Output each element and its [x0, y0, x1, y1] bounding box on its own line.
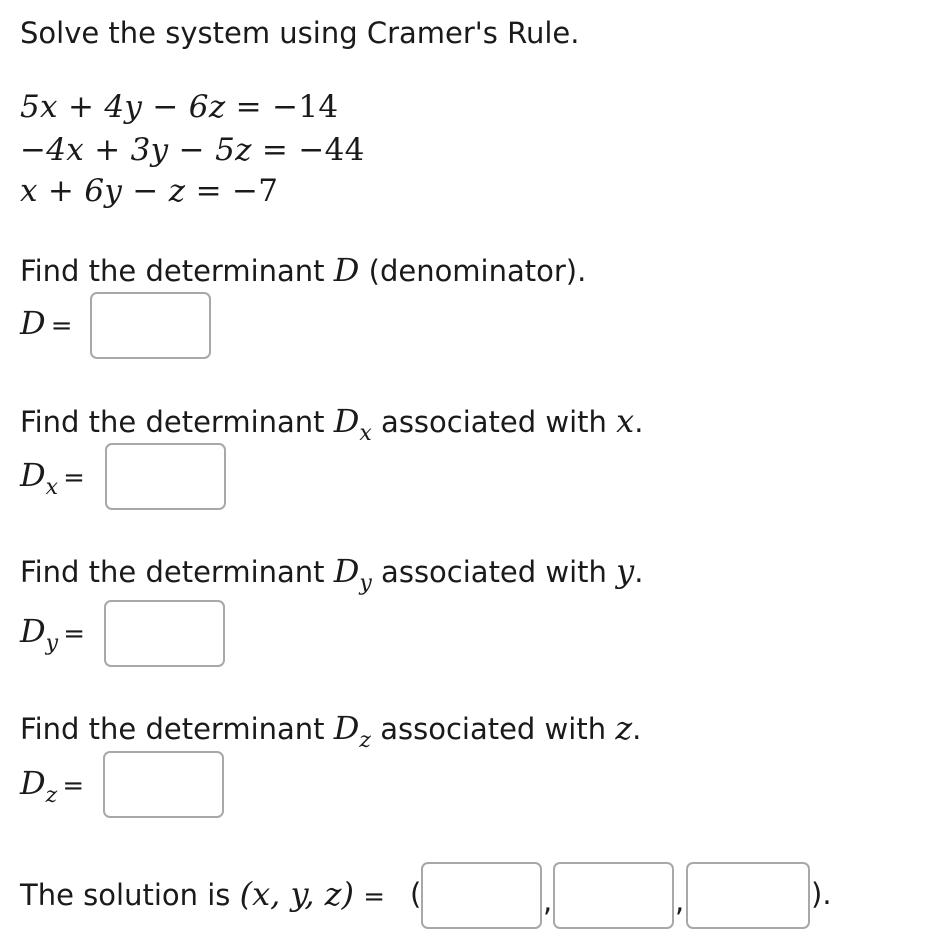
- dz-label-var: D: [20, 764, 46, 802]
- question-dy-sub: y: [359, 571, 372, 596]
- dx-label-var: D: [20, 456, 46, 494]
- equation-3-rhs: −7: [232, 173, 279, 209]
- question-dz-var: D: [333, 709, 360, 747]
- question-dy-var: D: [333, 552, 360, 590]
- question-dz-middle: associated with: [371, 712, 616, 746]
- question-dz-prefix: Find the determinant: [20, 712, 334, 746]
- question-d-prompt: [20, 252, 586, 289]
- question-dy-prefix: Find the determinant: [20, 555, 334, 589]
- equation-2-lhs: −4x + 3y − 5z: [20, 132, 252, 168]
- question-dy-end: .: [634, 555, 644, 589]
- solution-tuple: (x, y, z): [239, 875, 354, 913]
- dz-label: [20, 764, 85, 808]
- equation-3: [20, 173, 279, 209]
- d-label-var: D: [20, 304, 46, 342]
- equation-1: [20, 89, 339, 125]
- equation-2: [20, 132, 365, 168]
- dy-label: [20, 612, 85, 656]
- question-dy-with-var: y: [616, 552, 635, 590]
- problem-title: Solve the system using Cramer's Rule.: [20, 16, 580, 50]
- d-label: [20, 305, 73, 341]
- question-dx-with-var: x: [616, 402, 635, 440]
- dz-answer-input[interactable]: [103, 751, 224, 818]
- z-answer-input[interactable]: [686, 862, 810, 929]
- question-dx-prompt: [20, 403, 643, 444]
- question-d-suffix: (denominator).: [359, 254, 587, 288]
- question-dx-end: .: [634, 405, 644, 439]
- equation-1-lhs: 5x + 4y − 6z: [20, 89, 226, 125]
- dz-label-equals: =: [62, 771, 85, 801]
- equation-1-rhs: −14: [272, 89, 339, 125]
- solution-comma-2: ,: [675, 884, 685, 918]
- solution-prompt: [20, 876, 385, 915]
- question-dy-middle: associated with: [371, 555, 617, 589]
- dx-label-equals: =: [63, 463, 85, 493]
- dx-label-sub: x: [45, 475, 59, 500]
- question-dx-sub: x: [359, 421, 372, 446]
- solution-close: ).: [811, 877, 832, 911]
- question-dx-middle: associated with: [371, 405, 617, 439]
- question-dz-sub: z: [359, 728, 371, 753]
- question-dy-prompt: [20, 553, 643, 594]
- dy-label-var: D: [20, 612, 46, 650]
- dz-label-sub: z: [45, 783, 58, 808]
- y-answer-input[interactable]: [553, 862, 674, 929]
- d-answer-input[interactable]: [90, 292, 211, 359]
- dx-label: [20, 456, 85, 500]
- question-d-prefix: Find the determinant: [20, 254, 334, 288]
- equation-3-equals: =: [195, 173, 222, 209]
- d-label-equals: =: [50, 311, 73, 341]
- equation-2-equals: =: [261, 132, 289, 168]
- solution-comma-1: ,: [543, 884, 553, 918]
- solution-open-paren: (: [410, 877, 422, 911]
- equation-3-lhs: x + 6y − z: [20, 173, 186, 209]
- solution-prefix: The solution is: [20, 878, 240, 912]
- solution-equals: =: [363, 882, 386, 912]
- question-d-var: D: [333, 251, 360, 289]
- dy-label-equals: =: [63, 619, 85, 649]
- x-answer-input[interactable]: [421, 862, 542, 929]
- dy-answer-input[interactable]: [104, 600, 225, 667]
- equation-2-rhs: −44: [298, 132, 365, 168]
- question-dz-with-var: z: [615, 709, 633, 747]
- question-dz-end: .: [632, 712, 642, 746]
- question-dx-var: D: [333, 402, 360, 440]
- question-dx-prefix: Find the determinant: [20, 405, 334, 439]
- equation-1-equals: =: [235, 89, 262, 125]
- dx-answer-input[interactable]: [105, 443, 226, 510]
- dy-label-sub: y: [45, 631, 59, 656]
- question-dz-prompt: [20, 710, 641, 751]
